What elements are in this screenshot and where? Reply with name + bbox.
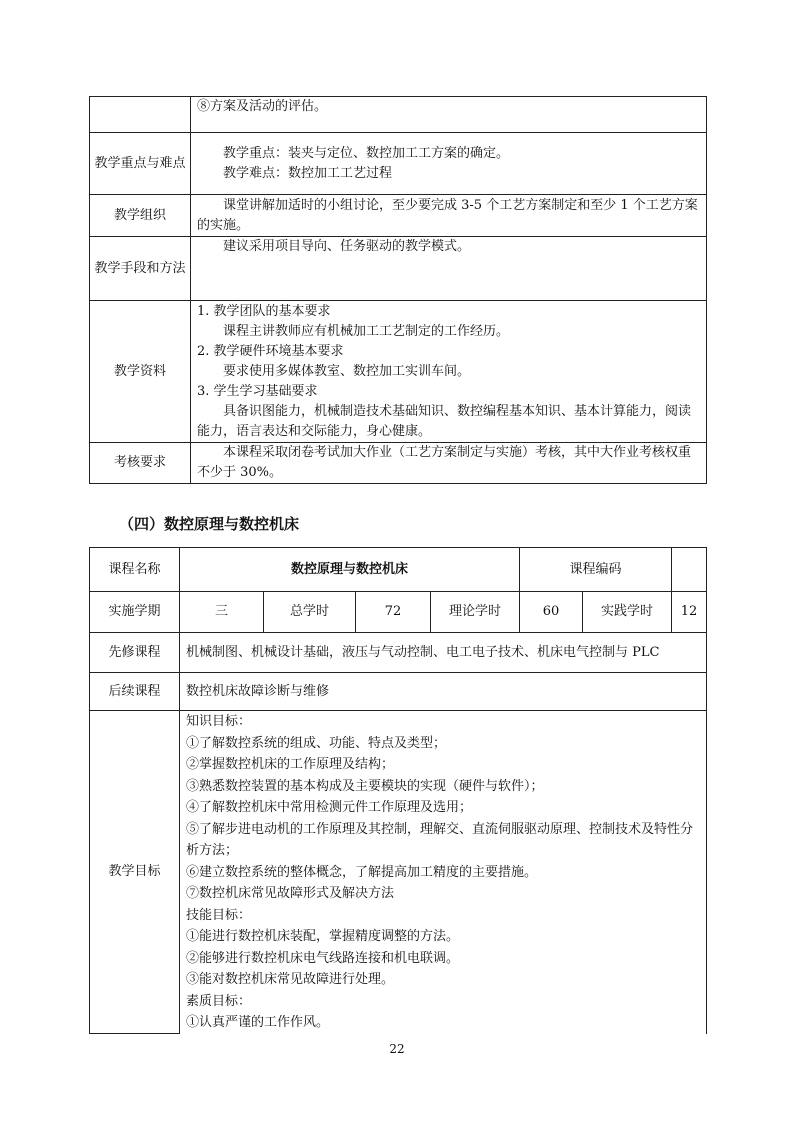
total-hours-label: 总学时 <box>264 592 356 633</box>
goal-line: ①认真严谨的工作作风。 <box>186 1015 330 1030</box>
course-name-value: 数控原理与数控机床 <box>180 548 520 592</box>
organization-content: 课堂讲解加适时的小组讨论，至少要完成 3-5 个工艺方案制定和至少 1 个工艺方案的实施。 <box>191 195 707 237</box>
followup-value: 数控机床故障诊断与维修 <box>180 673 707 711</box>
practice-hours-value: 12 <box>672 592 707 633</box>
goals-content <box>180 711 707 1034</box>
goal-line: ③熟悉数控装置的基本构成及主要模块的实现（硬件与软件）； <box>186 778 544 794</box>
course-code-value <box>672 548 707 592</box>
course-detail-table-continued <box>89 96 707 484</box>
materials-line: 课程主讲教师应有机械加工工艺制定的工作经历。 <box>223 323 510 339</box>
goal-line: 技能目标： <box>186 907 252 923</box>
table-row <box>90 133 707 195</box>
key-points-label: 教学重点与难点 <box>90 133 191 195</box>
organization-label: 教学组织 <box>90 195 191 237</box>
empty-label-cell <box>90 97 191 133</box>
materials-line: 2. 教学硬件环境基本要求 <box>197 343 344 359</box>
materials-line: 3. 学生学习基础要求 <box>197 383 318 399</box>
assessment-content: 本课程采取闭卷考试加大作业（工艺方案制定与实施）考核，其中大作业考核权重不少于 30%。 <box>191 443 707 484</box>
goal-line: ⑦数控机床常见故障形式及解决方法 <box>186 886 395 901</box>
materials-line: 1. 教学团队的基本要求 <box>197 303 331 319</box>
course-info-table <box>89 547 707 1034</box>
materials-content <box>191 301 707 443</box>
goal-line: ③能对数控机床常见故障进行处理。 <box>186 972 395 987</box>
practice-hours-label: 实践学时 <box>583 592 672 633</box>
table-row <box>90 673 707 711</box>
goal-line: ①能进行数控机床装配，掌握精度调整的方法。 <box>186 929 460 944</box>
table-row <box>90 633 707 673</box>
goal-line: 素质目标： <box>186 993 252 1009</box>
table-row <box>90 592 707 633</box>
goal-line: ①了解数控系统的组成、功能、特点及类型； <box>186 735 447 751</box>
table-row <box>90 301 707 443</box>
section-heading: （四）数控原理与数控机床 <box>119 515 300 533</box>
methods-content: 建议采用项目导向、任务驱动的教学模式。 <box>191 237 707 301</box>
goal-line: ②能够进行数控机床电气线路连接和机电联调。 <box>186 950 460 966</box>
semester-value: 三 <box>180 592 264 633</box>
page-number: 22 <box>389 1042 405 1056</box>
goal-line: ⑤了解步进电动机的工作原理及其控制，理解交、直流伺服驱动原理、控制技术及特性分析方法； <box>186 821 694 858</box>
table-row <box>90 548 707 592</box>
goal-line: 知识目标： <box>186 714 252 729</box>
methods-label: 教学手段和方法 <box>90 237 191 301</box>
course-name-label: 课程名称 <box>90 548 180 592</box>
materials-line: 具备识图能力，机械制造技术基础知识、数控编程基本知识、基本计算能力，阅读能力，语言表达和交际能力，身心健康。 <box>197 403 692 439</box>
course-code-label: 课程编码 <box>520 548 672 592</box>
goal-line: ④了解数控机床中常用检测元件工作原理及选用； <box>186 800 473 815</box>
goals-label: 教学目标 <box>90 711 180 1034</box>
theory-hours-value: 60 <box>520 592 583 633</box>
key-points-content <box>191 133 707 195</box>
table-row <box>90 711 707 1034</box>
goal-line: ②掌握数控机床的工作原理及结构； <box>186 757 395 772</box>
table-row <box>90 195 707 237</box>
theory-hours-label: 理论学时 <box>431 592 520 633</box>
materials-label: 教学资料 <box>90 301 191 443</box>
followup-label: 后续课程 <box>90 673 180 711</box>
materials-line: 要求使用多媒体教室、数控加工实训车间。 <box>223 363 471 379</box>
table-row <box>90 97 707 133</box>
table-row <box>90 443 707 484</box>
goal-line: ⑥建立数控系统的整体概念，了解提高加工精度的主要措施。 <box>186 864 538 880</box>
prereq-value: 机械制图、机械设计基础，液压与气动控制、电工电子技术、机床电气控制与 PLC <box>180 633 707 673</box>
total-hours-value: 72 <box>356 592 431 633</box>
semester-label: 实施学期 <box>90 592 180 633</box>
key-point-line: 教学重点：装夹与定位、数控加工工方案的确定。 <box>223 145 510 161</box>
assessment-label: 考核要求 <box>90 443 191 484</box>
prereq-label: 先修课程 <box>90 633 180 673</box>
difficult-point-line: 教学难点：数控加工工艺过程 <box>223 165 393 181</box>
table-row <box>90 237 707 301</box>
evaluation-item: ⑧方案及活动的评估。 <box>191 97 707 133</box>
